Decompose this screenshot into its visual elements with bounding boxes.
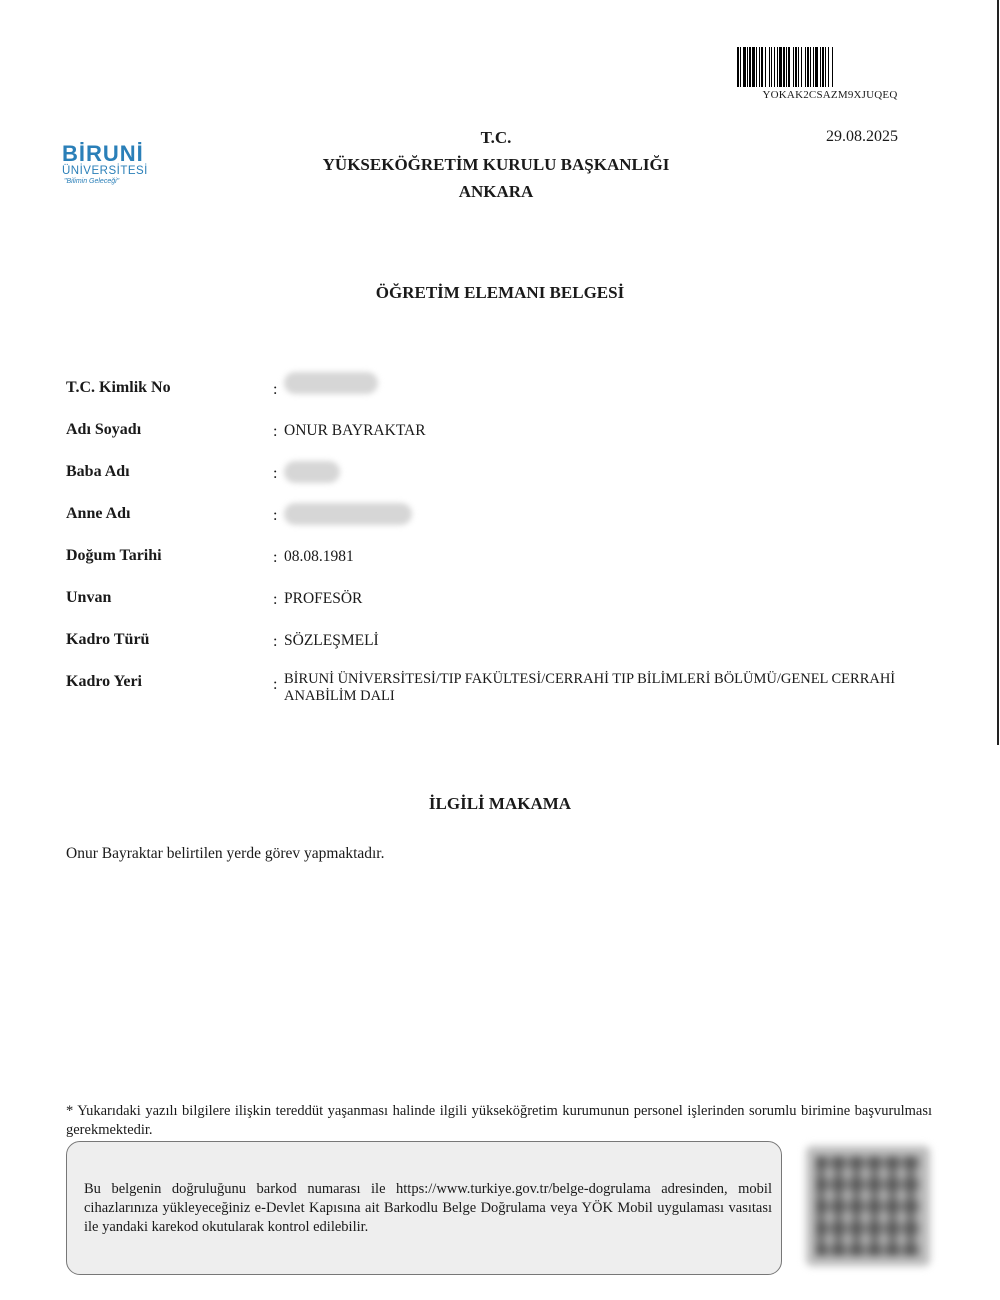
statement-text: Onur Bayraktar belirtilen yerde görev yapmaktadır. xyxy=(66,845,385,862)
colon-baba-adi: : xyxy=(273,465,278,482)
document-header xyxy=(290,124,702,205)
colon-anne-adi: : xyxy=(273,507,278,524)
redacted-anne-adi xyxy=(284,503,412,525)
colon-dogum-tarihi: : xyxy=(273,549,278,566)
colon-kadro-turu: : xyxy=(273,633,278,650)
colon-tc-kimlik: : xyxy=(273,381,278,398)
logo-name: BİRUNİ xyxy=(62,141,144,166)
label-kadro-yeri: Kadro Yeri xyxy=(66,673,142,690)
value-adi-soyadi: ONUR BAYRAKTAR xyxy=(284,422,426,439)
footnote: * Yukarıdaki yazılı bilgilere ilişkin tereddüt yaşanması halinde ilgili yükseköğretim kurumunun personel işlerinden sorumlu birimine başvurulması gerekmektedir. xyxy=(66,1103,932,1138)
label-tc-kimlik: T.C. Kimlik No xyxy=(66,379,171,396)
logo-subtitle: ÜNİVERSİTESİ xyxy=(62,165,148,177)
colon-adi-soyadi: : xyxy=(273,423,278,440)
header-line-tc: T.C. xyxy=(480,128,512,147)
label-baba-adi: Baba Adı xyxy=(66,463,130,480)
redacted-baba-adi xyxy=(284,461,340,483)
section-title: İLGİLİ MAKAMA xyxy=(428,794,572,813)
redacted-tc-kimlik xyxy=(284,372,378,394)
colon-kadro-yeri: : xyxy=(273,676,278,693)
barcode-image xyxy=(737,47,923,87)
university-logo xyxy=(62,143,162,186)
value-unvan: PROFESÖR xyxy=(284,590,363,607)
label-kadro-turu: Kadro Türü xyxy=(66,631,150,648)
value-dogum-tarihi: 08.08.1981 xyxy=(284,548,354,565)
page-edge-line xyxy=(997,0,999,745)
header-line-institution: YÜKSEKÖĞRETİM KURULU BAŞKANLIĞI xyxy=(322,155,670,174)
verification-text: Bu belgenin doğruluğunu barkod numarası ile https://www.turkiye.gov.tr/belge-dogrulama adresinden, mobil cihazlarınıza yükleyeceğiniz e-Devlet Kapısına ait Barkodlu Belge Doğrulama veya YÖK Mobil uygulaması vasıtası ile yandaki karekod okutularak kontrol edilebilir. xyxy=(84,1181,772,1235)
colon-unvan: : xyxy=(273,591,278,608)
document-title: ÖĞRETİM ELEMANI BELGESİ xyxy=(375,283,625,302)
barcode-number: YOKAK2CSAZM9XJUQEQ xyxy=(762,89,898,101)
logo-tagline: "Bilimin Geleceği" xyxy=(64,178,120,185)
label-unvan: Unvan xyxy=(66,589,112,606)
document-date: 29.08.2025 xyxy=(826,128,898,145)
qr-code-icon xyxy=(806,1146,930,1266)
label-anne-adi: Anne Adı xyxy=(66,505,131,522)
label-dogum-tarihi: Doğum Tarihi xyxy=(66,547,162,564)
header-line-city: ANKARA xyxy=(458,182,534,201)
barcode-bar xyxy=(833,47,835,87)
value-kadro-turu: SÖZLEŞMELİ xyxy=(284,632,379,649)
label-adi-soyadi: Adı Soyadı xyxy=(66,421,142,438)
value-kadro-yeri: BİRUNİ ÜNİVERSİTESİ/TIP FAKÜLTESİ/CERRAHİ TIP BİLİMLERİ BÖLÜMÜ/GENEL CERRAHİ ANABİLİM DALI xyxy=(284,671,896,704)
